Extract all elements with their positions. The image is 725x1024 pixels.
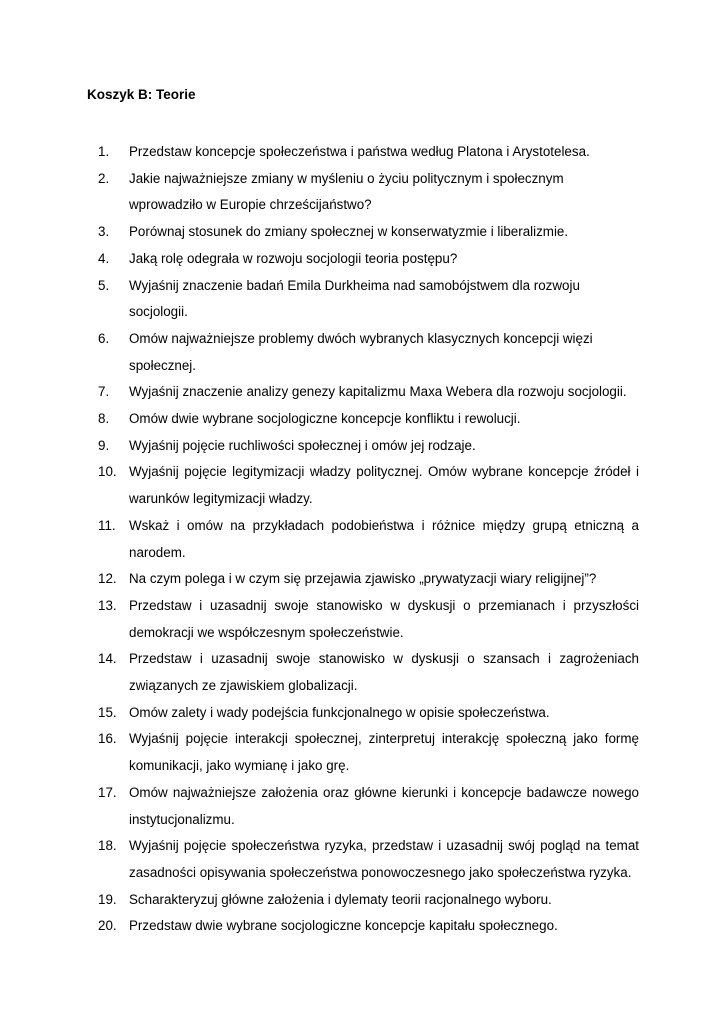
- question-number: 16.: [98, 731, 117, 747]
- question-number: 8.: [98, 411, 110, 427]
- list-item: [98, 166, 639, 219]
- question-number: 20.: [98, 918, 117, 934]
- question-list: [98, 139, 639, 940]
- question-text: Omów dwie wybrane socjologiczne koncepcje konfliktu i rewolucji.: [129, 411, 521, 427]
- question-text: Omów najważniejsze założenia oraz główne kierunki i koncepcje badawcze nowego instytucjonalizmu.: [129, 784, 639, 827]
- list-item: [98, 646, 639, 699]
- list-item: [98, 913, 639, 940]
- question-text: Omów zalety i wady podejścia funkcjonalnego w opisie społeczeństwa.: [129, 704, 550, 720]
- question-text: Wyjaśnij pojęcie ruchliwości społecznej i omów jej rodzaje.: [129, 437, 476, 453]
- question-number: 9.: [98, 437, 110, 453]
- question-number: 5.: [98, 277, 110, 293]
- question-number: 17.: [98, 784, 117, 800]
- question-text: Wskaż i omów na przykładach podobieństwa i różnice między grupą etniczną a narodem.: [129, 517, 639, 560]
- list-item: [98, 139, 639, 166]
- list-item: [98, 726, 639, 779]
- question-number: 14.: [98, 651, 117, 667]
- question-number: 4.: [98, 250, 110, 266]
- list-item: [98, 700, 639, 727]
- question-number: 2.: [98, 170, 110, 186]
- list-item: [98, 246, 639, 273]
- question-text: Przedstaw koncepcje społeczeństwa i państwa według Platona i Arystotelesa.: [129, 144, 590, 159]
- list-item: [98, 566, 639, 593]
- list-item: [98, 593, 639, 646]
- question-number: 13.: [98, 597, 117, 613]
- question-text: Na czym polega i w czym się przejawia zjawisko „prywatyzacji wiary religijnej”?: [129, 571, 597, 587]
- list-item: [98, 433, 639, 460]
- question-text: Scharakteryzuj główne założenia i dylematy teorii racjonalnego wyboru.: [129, 891, 552, 907]
- question-text: Wyjaśnij pojęcie legitymizacji władzy politycznej. Omów wybrane koncepcje źródeł i warunków legitymizacji władzy.: [129, 464, 639, 507]
- question-text: Jakie najważniejsze zmiany w myśleniu o życiu politycznym i społecznym wprowadziło w Europie chrześcijaństwo?: [129, 170, 564, 213]
- question-number: 15.: [98, 704, 117, 720]
- question-text: Jaką rolę odegrała w rozwoju socjologii teoria postępu?: [129, 250, 458, 266]
- list-item: [98, 406, 639, 433]
- question-text: Omów najważniejsze problemy dwóch wybranych klasycznych koncepcji więzi społecznej.: [129, 330, 593, 373]
- list-item: [98, 780, 639, 833]
- question-text: Wyjaśnij pojęcie społeczeństwa ryzyka, przedstaw i uzasadnij swój pogląd na temat zasadności opisywania społeczeństwa ponowoczesnego jako społeczeństwa ryzyka.: [129, 838, 639, 880]
- question-text: Przedstaw dwie wybrane socjologiczne koncepcje kapitału społecznego.: [129, 918, 558, 934]
- question-text: Wyjaśnij znaczenie analizy genezy kapitalizmu Maxa Webera dla rozwoju socjologii.: [129, 384, 627, 400]
- list-item: [98, 887, 639, 914]
- list-item: [98, 273, 639, 326]
- question-text: Przedstaw i uzasadnij swoje stanowisko w dyskusji o szansach i zagrożeniach związanych ze zjawiskiem globalizacji.: [129, 651, 639, 694]
- question-number: 7.: [98, 384, 110, 400]
- question-text: Porównaj stosunek do zmiany społecznej w konserwatyzmie i liberalizmie.: [129, 224, 569, 240]
- list-item: [98, 326, 639, 379]
- question-number: 11.: [98, 517, 116, 533]
- question-number: 12.: [98, 571, 117, 587]
- question-number: 18.: [98, 838, 117, 854]
- question-text: Przedstaw i uzasadnij swoje stanowisko w dyskusji o przemianach i przyszłości demokracji we współczesnym społeczeństwie.: [129, 597, 639, 640]
- list-item: [98, 459, 639, 512]
- question-number: 3.: [98, 224, 110, 240]
- question-number: 1.: [98, 144, 110, 159]
- question-number: 10.: [98, 464, 117, 480]
- question-number: 6.: [98, 330, 110, 346]
- list-item: [98, 379, 639, 406]
- list-item: [98, 219, 639, 246]
- question-text: Wyjaśnij znaczenie badań Emila Durkheima nad samobójstwem dla rozwoju socjologii.: [129, 277, 580, 320]
- list-item: [98, 513, 639, 566]
- question-number: 19.: [98, 891, 117, 907]
- list-item: [98, 833, 639, 886]
- section-heading: Koszyk B: Teorie: [87, 87, 196, 102]
- question-text: Wyjaśnij pojęcie interakcji społecznej, zinterpretuj interakcję społeczną jako formę komunikacji, jako wymianę i jako grę.: [129, 731, 639, 774]
